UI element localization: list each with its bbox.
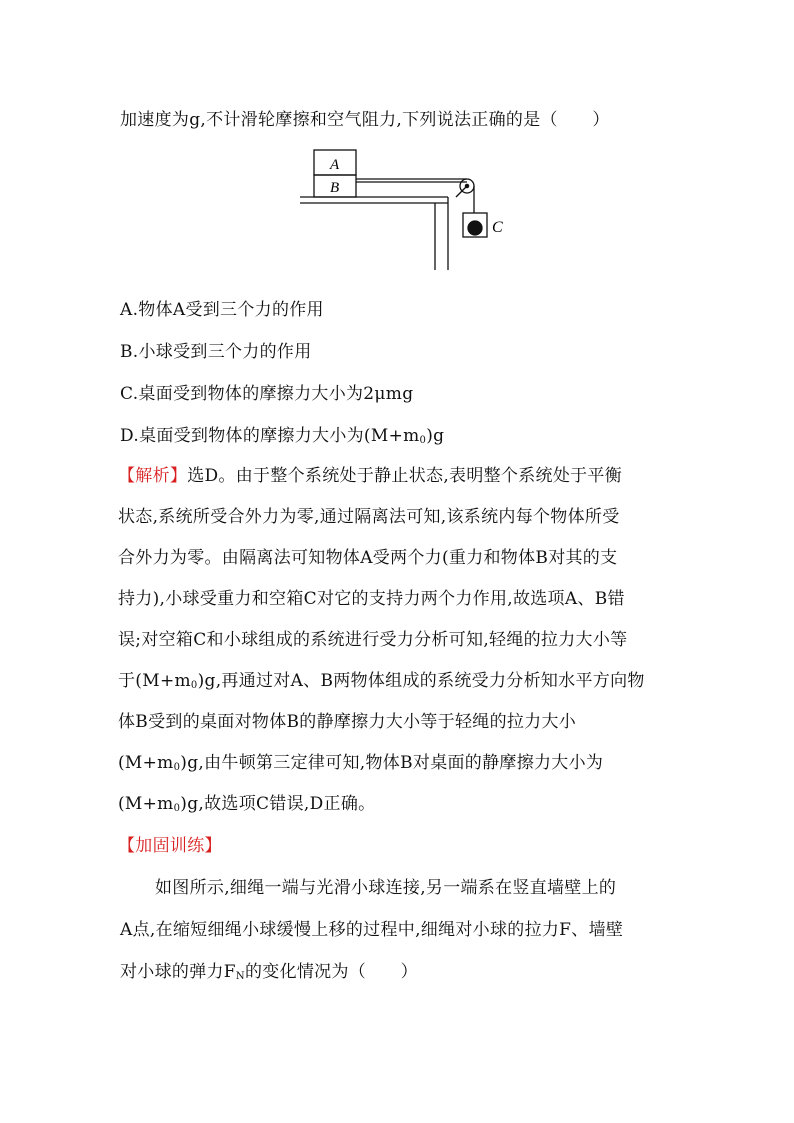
practice-line-3: 对小球的弹力$F_N$的变化情况为（ ）: [120, 962, 418, 982]
label-b: B: [330, 180, 340, 196]
physics-figure: [290, 140, 520, 275]
practice-tag: 【加固训练】: [118, 836, 222, 856]
analysis-line-5: 误;对空箱C和小球组成的系统进行受力分析可知,轻绳的拉力大小等: [118, 630, 628, 650]
label-c: C: [492, 219, 503, 236]
practice-line-1: 如图所示,细绳一端与光滑小球连接,另一端系在竖直墙壁上的: [155, 878, 617, 898]
ball: [468, 221, 482, 235]
practice-line-2: A点,在缩短细绳小球缓慢上移的过程中,细绳对小球的拉力F、墙壁: [120, 920, 624, 940]
analysis-line-1: 【解析】选D。由于整个系统处于静止状态,表明整个系统处于平衡: [118, 466, 623, 486]
option-b: B.小球受到三个力的作用: [120, 342, 312, 362]
analysis-line-2: 状态,系统所受合外力为零,通过隔离法可知,该系统内每个物体所受: [118, 507, 620, 527]
analysis-line-4: 持力),小球受重力和空箱C对它的支持力两个力作用,故选项A、B错: [118, 589, 625, 609]
analysis-line-8: $(M+m_0)g$,由牛顿第三定律可知,物体B对桌面的静摩擦力大小为: [118, 753, 604, 773]
option-d: D.桌面受到物体的摩擦力大小为$(M+m_0)g$: [120, 426, 445, 446]
option-a: A.物体A受到三个力的作用: [120, 300, 324, 320]
analysis-line-3: 合外力为零。由隔离法可知物体A受两个力(重力和物体B对其的支: [118, 548, 618, 568]
analysis-line-9: $(M+m_0)g$,故选项C错误,D正确。: [118, 794, 376, 814]
question-stem-end: 加速度为g,不计滑轮摩擦和空气阻力,下列说法正确的是（ ）: [120, 110, 610, 130]
analysis-tag: 【解析】: [118, 466, 188, 486]
analysis-line-6: 于$(M+m_0)g$,再通过对A、B两物体组成的系统受力分析知水平方向物: [118, 671, 645, 691]
option-c: C.桌面受到物体的摩擦力大小为2μmg: [120, 384, 414, 404]
analysis-line-7: 体B受到的桌面对物体B的静摩擦力大小等于轻绳的拉力大小: [118, 712, 577, 732]
label-a: A: [330, 157, 340, 173]
